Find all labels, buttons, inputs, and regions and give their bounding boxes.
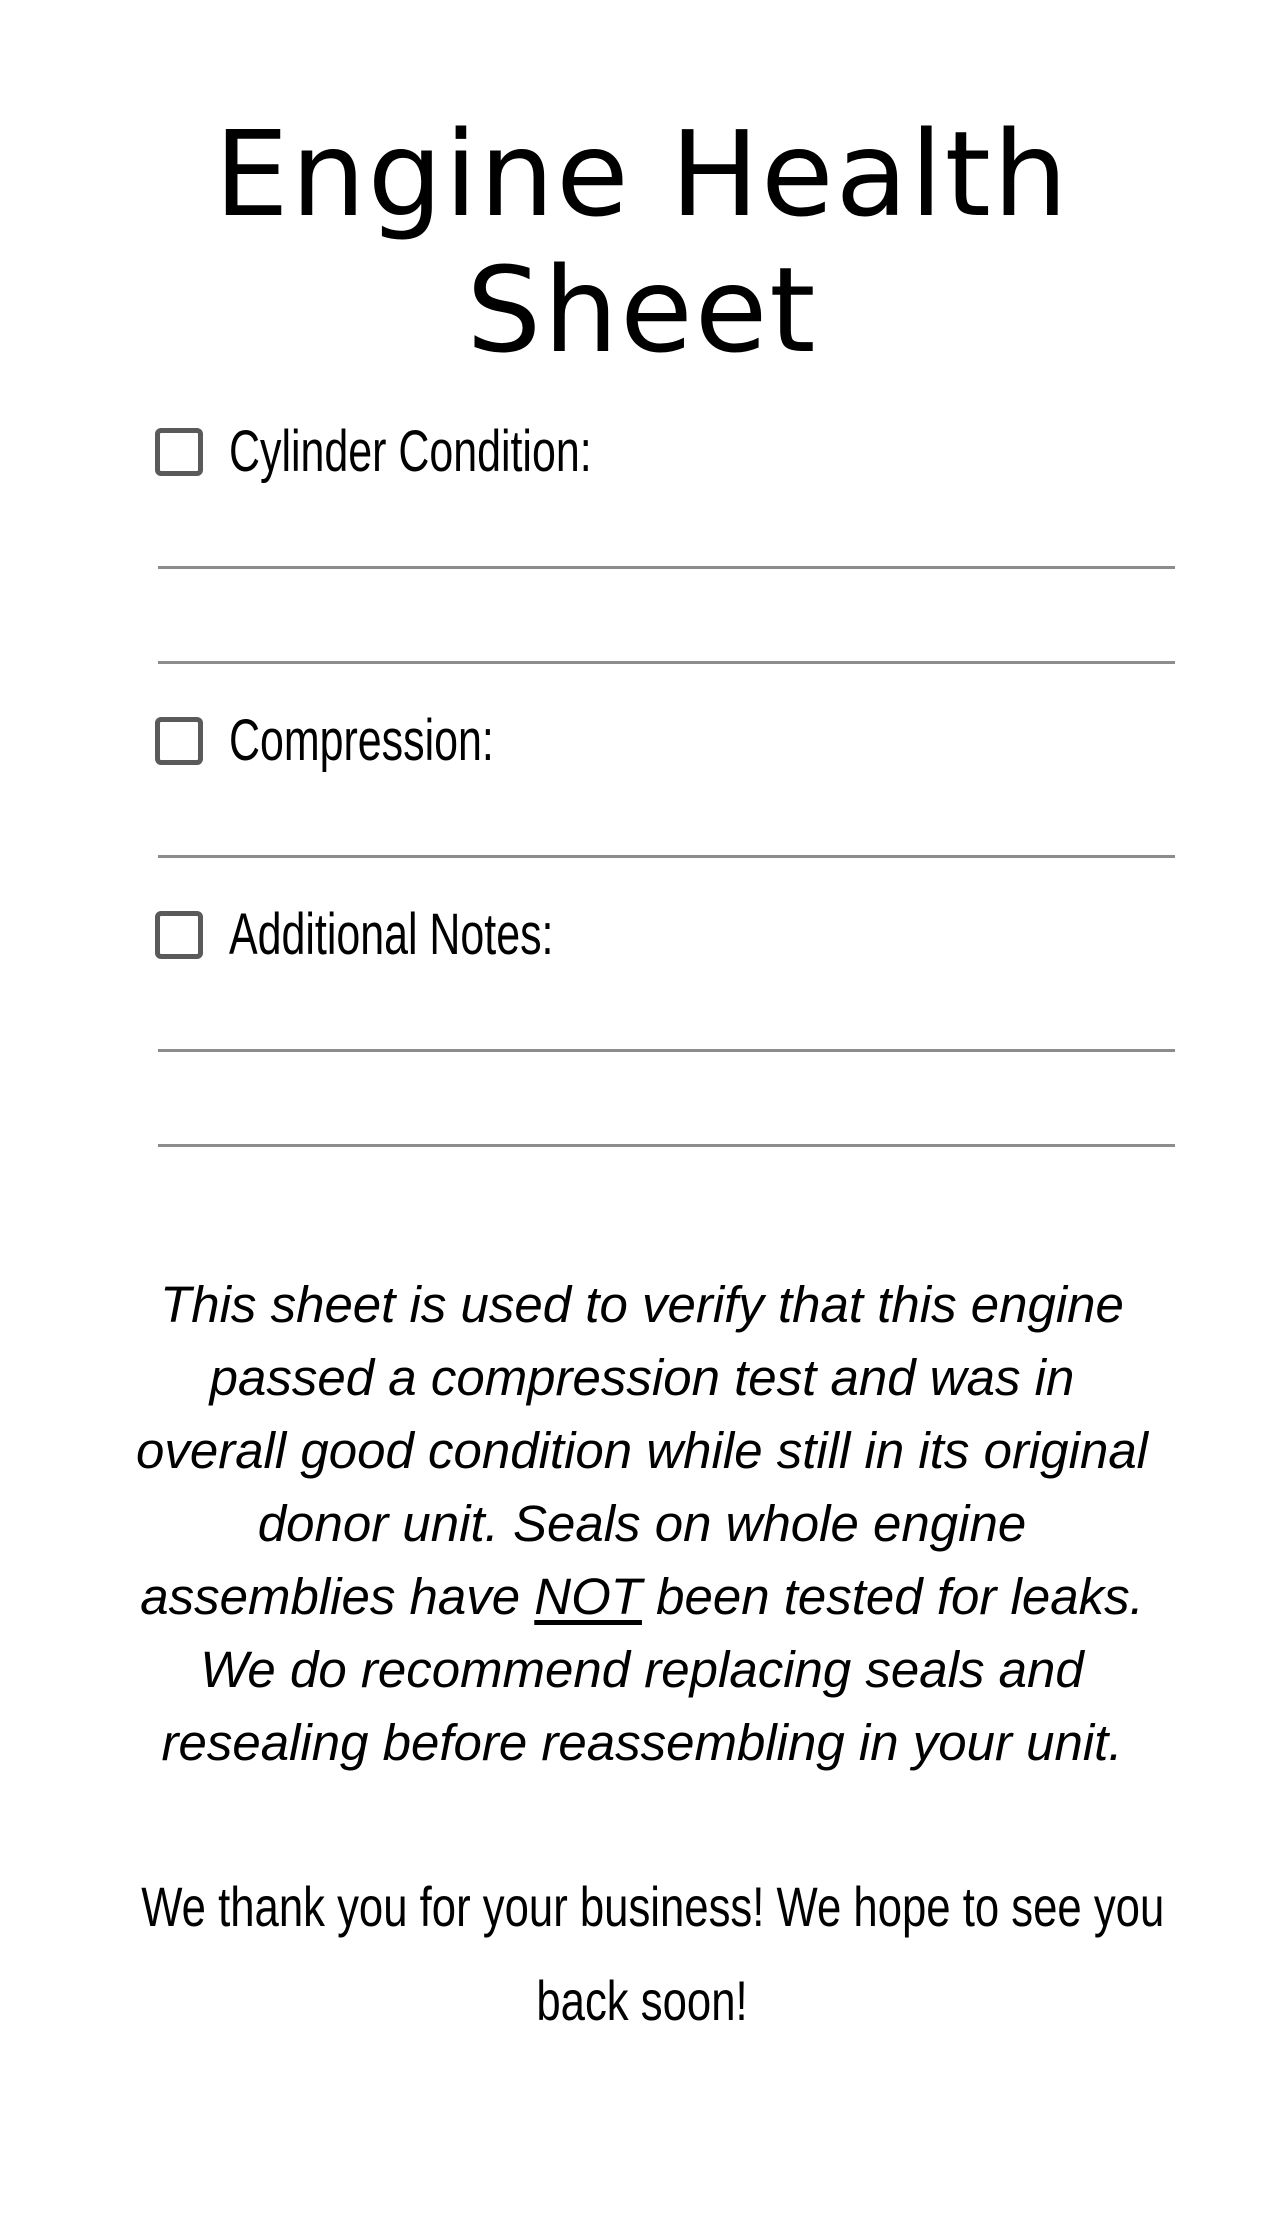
page-title bbox=[0, 106, 1284, 378]
compression-write-line-1 bbox=[158, 855, 1175, 858]
compression-label: Compression: bbox=[229, 708, 494, 773]
additional-notes-label: Additional Notes: bbox=[229, 902, 554, 967]
closing-line-1: We thank you for your business! We hope to see you bbox=[141, 1875, 1165, 1938]
additional-notes-write-line-2 bbox=[158, 1144, 1175, 1147]
disclaimer-line: We do recommend replacing seals and bbox=[200, 1641, 1084, 1698]
cylinder-condition-label: Cylinder Condition: bbox=[229, 419, 592, 484]
compression-checkbox[interactable] bbox=[155, 717, 203, 765]
additional-notes-write-line-1 bbox=[158, 1049, 1175, 1052]
disclaimer-line: overall good condition while still in its original bbox=[135, 1422, 1149, 1479]
checklist-item-compression bbox=[155, 708, 587, 773]
not-emphasis: NOT bbox=[534, 1568, 642, 1625]
additional-notes-checkbox[interactable] bbox=[155, 911, 203, 959]
disclaimer-line: donor unit. Seals on whole engine bbox=[257, 1495, 1027, 1552]
closing-message bbox=[0, 1860, 1284, 2048]
title-line-2: Sheet bbox=[466, 241, 818, 379]
disclaimer-line: resealing before reassembling in your unit. bbox=[161, 1714, 1123, 1771]
disclaimer-line: This sheet is used to verify that this engine bbox=[160, 1276, 1124, 1333]
cylinder-condition-checkbox[interactable] bbox=[155, 428, 203, 476]
cylinder-condition-write-line-1 bbox=[158, 566, 1175, 569]
disclaimer-line: been tested for leaks. bbox=[641, 1568, 1144, 1625]
disclaimer-line: assemblies have bbox=[140, 1568, 535, 1625]
closing-line-2: back soon! bbox=[536, 1969, 748, 2032]
checklist-item-cylinder-condition bbox=[155, 419, 719, 484]
title-line-1: Engine Health bbox=[214, 105, 1070, 243]
disclaimer-line: passed a compression test and was in bbox=[209, 1349, 1075, 1406]
cylinder-condition-write-line-2 bbox=[158, 661, 1175, 664]
disclaimer-paragraph bbox=[60, 1268, 1224, 1779]
checklist-item-additional-notes bbox=[155, 902, 667, 967]
